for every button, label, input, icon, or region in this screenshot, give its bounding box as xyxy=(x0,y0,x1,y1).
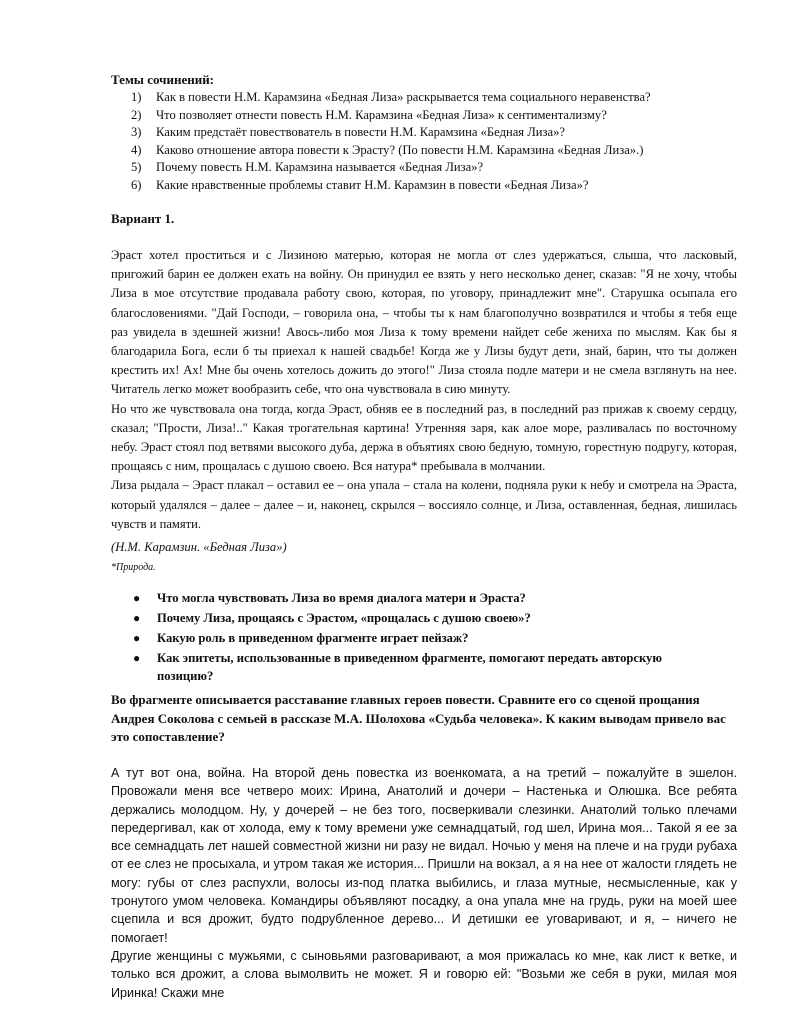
topic-number: 4) xyxy=(131,142,142,157)
fragment-paragraph: Другие женщины с мужьями, с сыновьями разговаривают, а моя прижалась ко мне, как лист к ветке, и только вся дрожит, а слова вымолвить не может. Я и говорю ей: "Возьми же себя в руки, милая моя Иринка! Скажи мне xyxy=(111,948,737,1000)
topic-text: Что позволяет отнести повесть Н.М. Карамзина «Бедная Лиза» к сентиментализму? xyxy=(156,107,607,122)
questions-list xyxy=(131,589,691,687)
question-text: Почему Лиза, прощаясь с Эрастом, «прощалась с душою своею»? xyxy=(157,611,531,625)
topic-item xyxy=(111,89,651,107)
topics-title: Темы сочинений: xyxy=(111,72,215,87)
fragment-paragraph: Лиза рыдала – Эраст плакал – оставил ее – она упала – стала на колени, подняла руки к небу и смотрела на Эраста, который удалялся – далее – далее – и, наконец, скрылся – воссияло солнце, и Лиза, оставленная, бедная, лишилась чувств и памяти. xyxy=(111,478,737,531)
question-item xyxy=(131,609,691,627)
variant-title: Вариант 1. xyxy=(111,211,175,226)
bullet-icon: ● xyxy=(133,631,141,645)
topic-text: Каким предстаёт повествователь в повести Н.М. Карамзина «Бедная Лиза»? xyxy=(156,125,565,140)
bullet-icon: ● xyxy=(133,651,141,665)
fragment-paragraph: Эраст хотел проститься и с Лизиною матерью, которая не могла от слез удержаться, слыша, что ласковый, пригожий барин ее должен ехать на войну. Он принудил ее взять у него несколько денег, сказав: "Я не хочу, чтобы Лиза в мое отсутствие продавала работу свою, которая, по уговору, принадлежит мне". Старушка осыпала его благословениями. "Дай Господи, – говорила она, – чтобы ты к нам благополучно возвратился и чтобы я тебя еще раз увидела в здешней жизни! Авось-либо моя Лиза к тому времени найдет себе жениха по мыслям. Как бы я благодарила Бога, если б ты приехал к нашей свадьбе! Когда же у Лизы будут дети, знай, барин, что ты должен крестить их! Ах! Мне бы очень хотелось дожить до этого!" Лиза стояла подле матери и не смела взглянуть на нее. Читатель легко может вообразить себе, что она чувствовала в сию минуту. xyxy=(111,248,737,397)
question-text: Как эпитеты, использованные в приведенном фрагменте, помогают передать авторскую позицию? xyxy=(157,651,662,683)
question-item xyxy=(131,649,691,685)
question-text: Что могла чувствовать Лиза во время диалога матери и Эраста? xyxy=(157,591,526,605)
topic-number: 5) xyxy=(131,160,142,175)
topic-text: Почему повесть Н.М. Карамзина называется «Бедная Лиза»? xyxy=(156,160,484,175)
question-item xyxy=(131,629,691,647)
sholokhov-fragment xyxy=(111,764,737,1002)
bullet-icon: ● xyxy=(133,611,141,625)
fragment-paragraph: Но что же чувствовала она тогда, когда Эраст, обняв ее в последний раз, в последний раз прижав к своему сердцу, сказал; "Прости, Лиза!.." Какая трогательная картина! Утренняя заря, как алое море, разливалась по восточному небу. Эраст стоял под ветвями высокого дуба, держа в объятиях свою бедную, томную, горестную подругу, которая, прощаясь с ним, прощалась с душою своею. Вся натура* пребывала в молчании. xyxy=(111,401,737,474)
topic-text: Как в повести Н.М. Карамзина «Бедная Лиза» раскрывается тема социального неравенства? xyxy=(156,90,651,104)
topic-item xyxy=(111,159,651,177)
topics-list xyxy=(111,89,651,195)
topic-item xyxy=(111,107,651,125)
topic-number: 3) xyxy=(131,125,142,140)
topic-number: 6) xyxy=(131,177,142,192)
topic-text: Какие нравственные проблемы ставит Н.М. Карамзин в повести «Бедная Лиза»? xyxy=(156,177,589,192)
bullet-icon: ● xyxy=(133,591,141,605)
topic-item xyxy=(111,124,651,142)
topic-item xyxy=(111,142,651,160)
comparison-task: Во фрагменте описывается расставание главных героев повести. Сравните его со сценой прощания Андрея Соколова с семьей в рассказе М.А. Шолохова «Судьба человека». К каким выводам привело вас это сопоставление? xyxy=(111,692,726,744)
topic-text: Каково отношение автора повести к Эрасту? (По повести Н.М. Карамзина «Бедная Лиза».) xyxy=(156,142,644,157)
footnote: *Природа. xyxy=(111,562,156,573)
topic-item xyxy=(111,177,651,195)
karamzin-fragment xyxy=(111,246,737,534)
question-text: Какую роль в приведенном фрагменте играет пейзаж? xyxy=(157,631,469,645)
fragment-source: (Н.М. Карамзин. «Бедная Лиза») xyxy=(111,540,287,554)
fragment-paragraph: А тут вот она, война. На второй день повестка из военкомата, а на третий – пожалуйте в эшелон. Провожали меня все четверо моих: Ирина, Анатолий и дочери – Настенька и Олюшка. Все ребята держались молодцом. Ну, у дочерей – не без того, посверкивали слезинки. Анатолий только плечами передергивал, как от холода, ему к тому времени уже семнадцатый, год шел, Ирина моя... Такой я ее за все семнадцать лет нашей совместной жизни ни разу не видал. Ночью у меня на плече и на груди рубаха от ее слез не просыхала, и утром такая же история... Пришли на вокзал, а я на нее от жалости глядеть не могу: губы от слез распухли, волосы из-под платка выбились, и глаза мутные, несмысленные, как у тронутого умом человека. Командиры объявляют посадку, а она упала мне на грудь, руки на моей шее сцепила и вся дрожит, будто подрубленное дерево... И детишки ее уговаривают, и я, – ничего не помогает! xyxy=(111,766,737,945)
topic-number: 2) xyxy=(131,107,142,122)
question-item xyxy=(131,589,691,607)
topic-number: 1) xyxy=(131,90,142,104)
